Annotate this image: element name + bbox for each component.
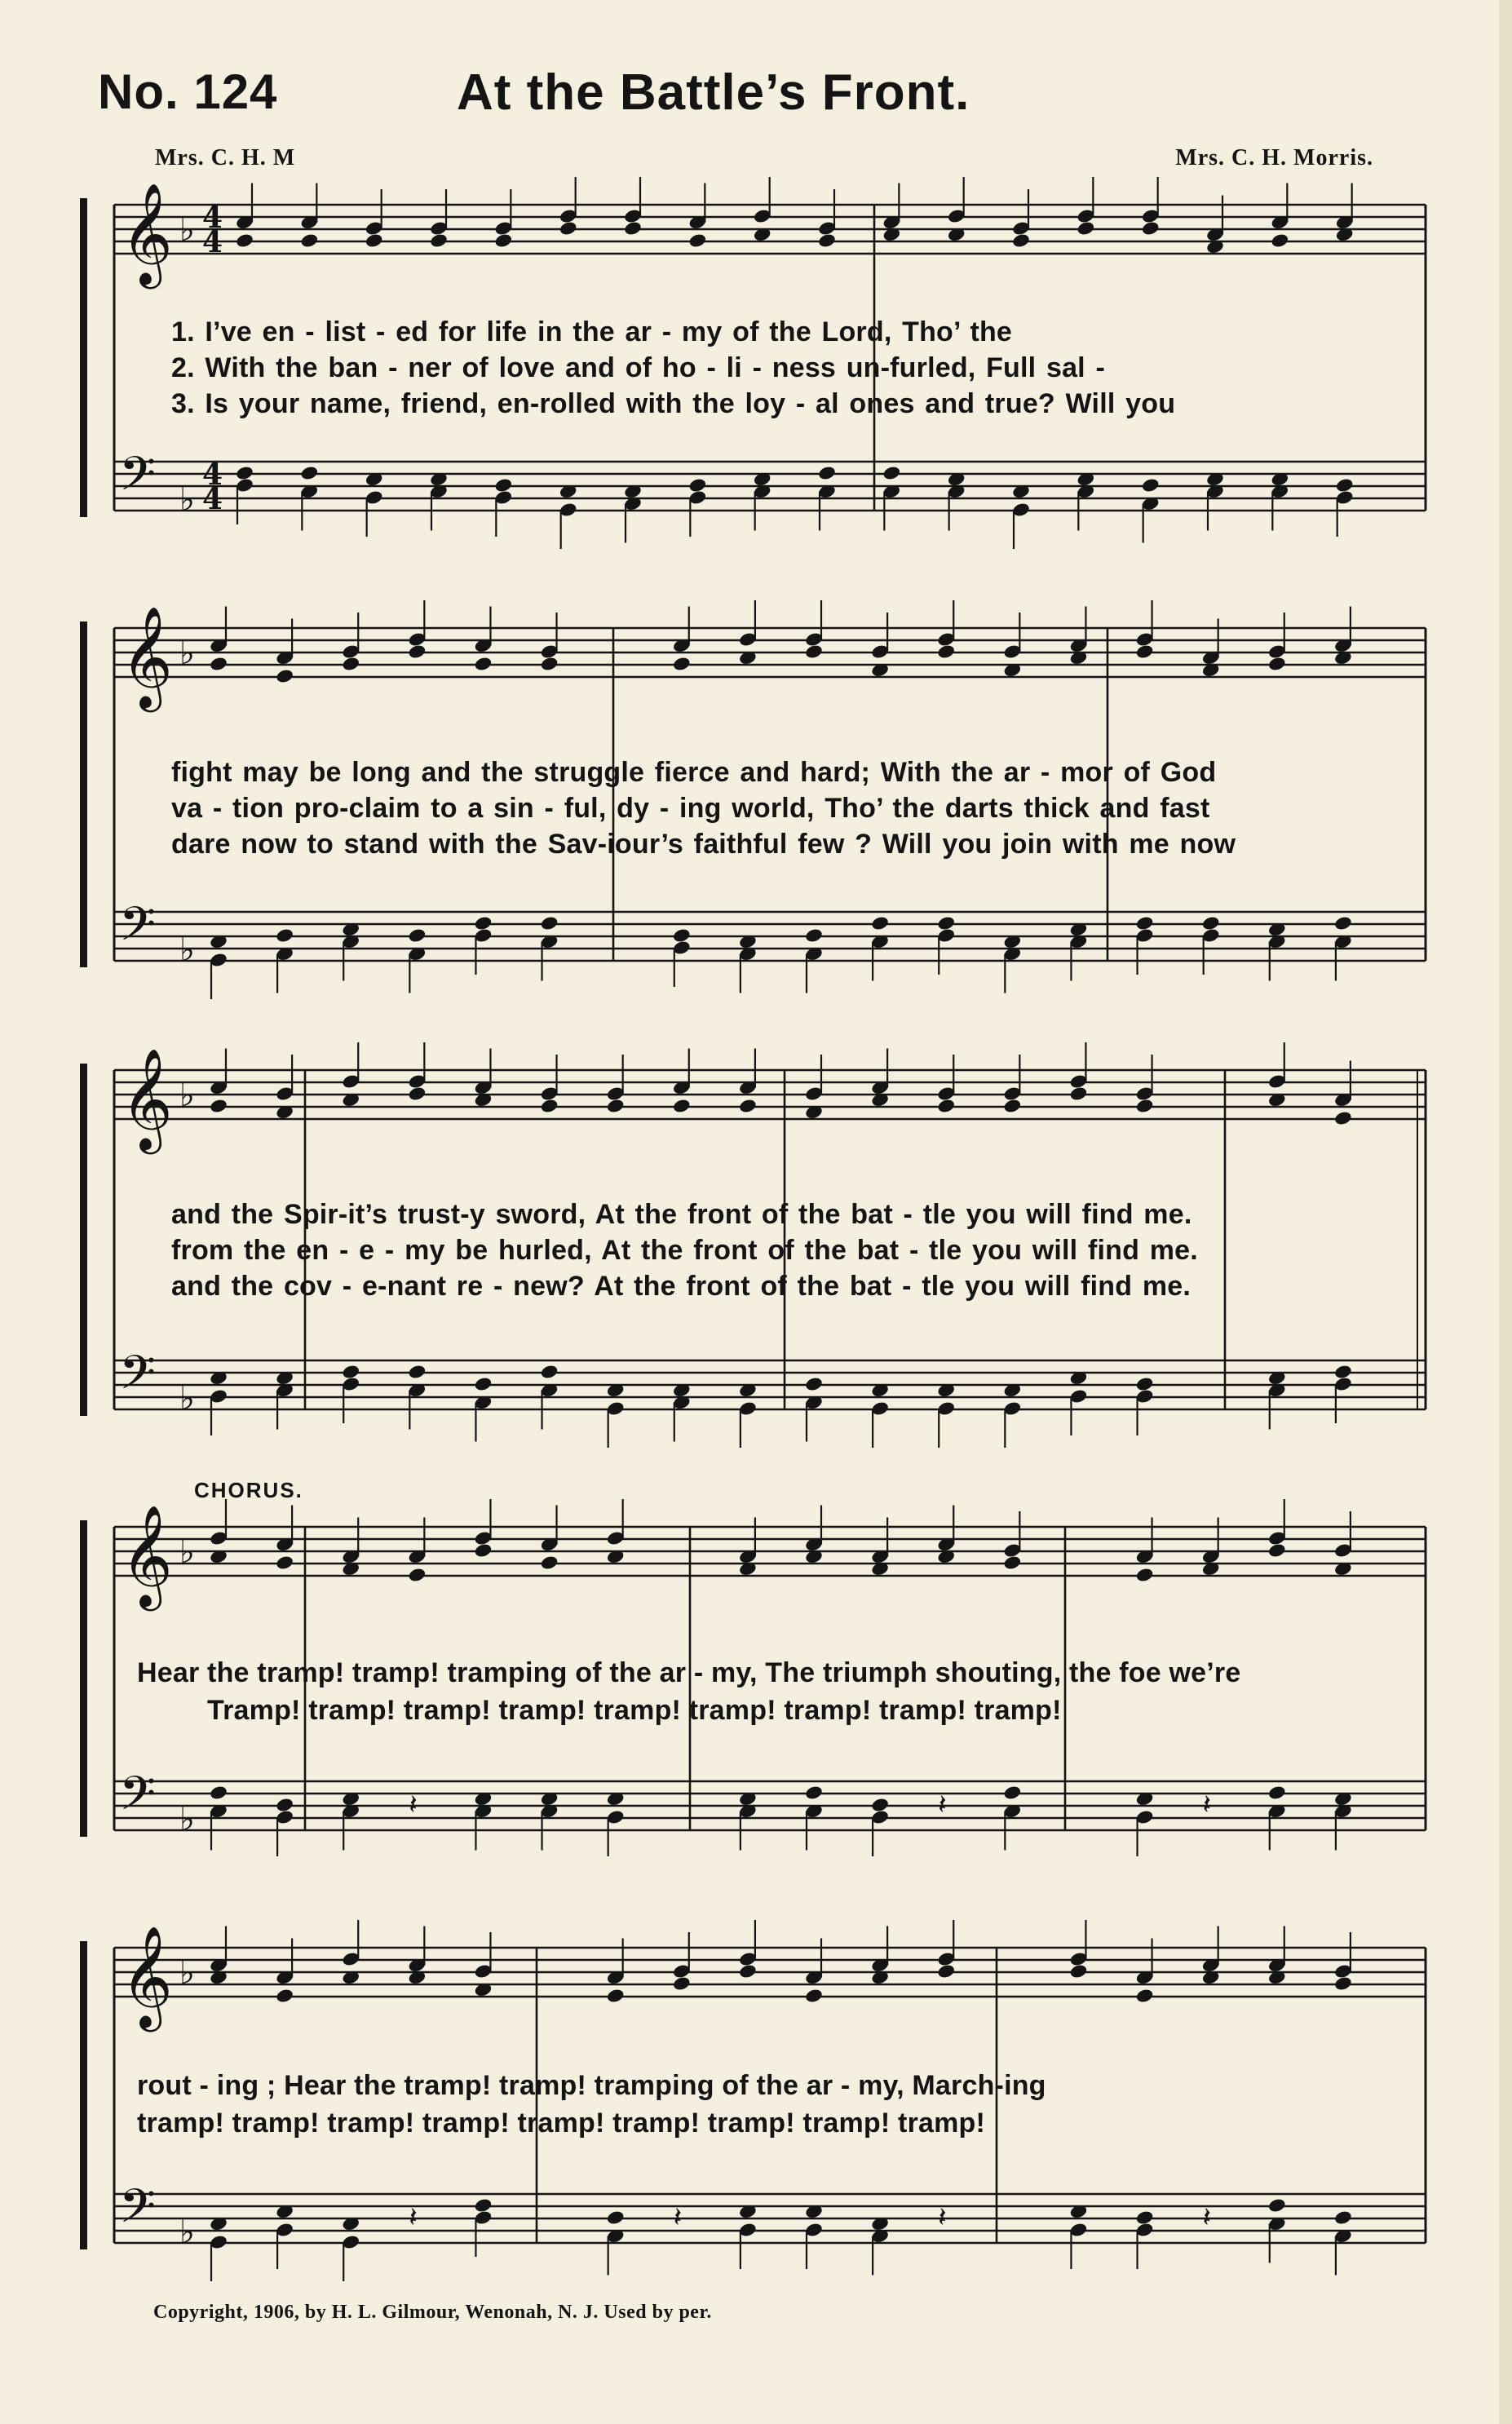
lyric-line-chorus-echo: Tramp! tramp! tramp! tramp! tramp! tramp! tramp! tramp! tramp! <box>207 1695 1062 1726</box>
lyric-line-verse-1: 1. I’ve en - list - ed for life in the ar - my of the Lord, Tho’ the <box>171 316 1013 347</box>
lyric-line-chorus-melody: rout - ing ; Hear the tramp! tramp! tramping of the ar - my, March-ing <box>137 2070 1046 2101</box>
lyric-line-verse-1: fight may be long and the struggle fierce and hard; With the ar - mor of God <box>171 757 1217 788</box>
lyric-line-chorus-echo: tramp! tramp! tramp! tramp! tramp! tramp! tramp! tramp! tramp! <box>137 2108 986 2139</box>
quarter-rest-icon: 𝄽 <box>938 2201 947 2234</box>
quarter-rest-icon: 𝄽 <box>409 1789 418 1821</box>
notehead <box>606 1988 626 2004</box>
music-credit: Mrs. C. H. Morris. <box>1175 145 1373 170</box>
key-flat-icon: ♭ <box>179 1801 195 1838</box>
notehead <box>1267 2197 1287 2214</box>
notehead <box>1333 1975 1353 1992</box>
hymn-number: No. 124 <box>98 64 278 119</box>
lyric-line-verse-1: and the Spir-it’s trust-y sword, At the front of the bat - tle you will find me. <box>171 1199 1192 1230</box>
time-signature-icon: 4 <box>202 201 223 235</box>
treble-clef-icon: 𝄞 <box>121 1505 173 1607</box>
bass-clef-icon: 𝄢 <box>119 446 157 513</box>
time-signature-icon: 4 <box>202 225 223 259</box>
notehead <box>474 2197 493 2214</box>
lyric-line-verse-2: 2. With the ban - ner of love and of ho - li - ness un-furled, Full sal - <box>171 352 1105 383</box>
key-flat-icon: ♭ <box>179 1954 195 1992</box>
treble-clef-icon: 𝄞 <box>121 1048 173 1150</box>
key-flat-icon: ♭ <box>179 931 195 969</box>
notehead <box>1333 2209 1353 2226</box>
copyright-notice: Copyright, 1906, by H. L. Gilmour, Wenonah, N. J. Used by per. <box>153 2302 712 2323</box>
lyric-line-verse-3: and the cov - e-nant re - new? At the front of the bat - tle you will find me. <box>171 1271 1191 1302</box>
notehead <box>606 2209 626 2226</box>
treble-clef-icon: 𝄞 <box>121 606 173 708</box>
key-flat-icon: ♭ <box>179 481 195 519</box>
bass-clef-icon: 𝄢 <box>119 1345 157 1412</box>
lyric-line-verse-2: from the en - e - my be hurled, At the front of the bat - tle you will find me. <box>171 1235 1198 1266</box>
chorus-label: CHORUS. <box>194 1478 303 1502</box>
lyric-line-verse-2: va - tion pro-claim to a sin - ful, dy - ing world, Tho’ the darts thick and fast <box>171 793 1210 824</box>
system-bracket <box>80 1941 87 2249</box>
key-flat-icon: ♭ <box>179 635 195 672</box>
notehead <box>672 1975 692 1992</box>
treble-staff <box>114 1920 1426 2032</box>
bass-clef-icon: 𝄢 <box>119 2179 157 2245</box>
key-flat-icon: ♭ <box>179 1533 195 1571</box>
key-flat-icon: ♭ <box>179 211 195 249</box>
quarter-rest-icon: 𝄽 <box>938 1789 947 1821</box>
notehead <box>1135 2209 1155 2226</box>
notehead <box>1069 1963 1089 1979</box>
key-flat-icon: ♭ <box>179 1077 195 1114</box>
notehead <box>738 1963 758 1979</box>
bass-clef-icon: 𝄢 <box>119 896 157 963</box>
lyric-line-verse-3: dare now to stand with the Sav-iour’s faithful few ? Will you join with me now <box>171 829 1236 860</box>
hymn-title: At the Battle’s Front. <box>457 64 970 121</box>
quarter-rest-icon: 𝄽 <box>409 2201 418 2234</box>
treble-clef-icon: 𝄞 <box>121 1926 173 2028</box>
key-flat-icon: ♭ <box>179 2214 195 2251</box>
bass-staff <box>114 2179 1426 2281</box>
lyric-line-verse-3: 3. Is your name, friend, en-rolled with the loy - al ones and true? Will you <box>171 388 1176 419</box>
quarter-rest-icon: 𝄽 <box>1202 1789 1212 1821</box>
time-signature-icon: 4 <box>202 458 223 492</box>
notehead <box>275 1988 294 2004</box>
time-signature-icon: 4 <box>202 482 223 516</box>
bass-clef-icon: 𝄢 <box>119 1766 157 1833</box>
notehead <box>936 1963 956 1979</box>
notehead <box>1135 1988 1155 2004</box>
words-credit: Mrs. C. H. M <box>155 145 296 170</box>
treble-clef-icon: 𝄞 <box>121 183 173 285</box>
quarter-rest-icon: 𝄽 <box>673 2201 683 2234</box>
lyric-line-chorus-melody: Hear the tramp! tramp! tramping of the ar - my, The triumph shouting, the foe we’re <box>137 1657 1241 1688</box>
notehead <box>804 1988 824 2004</box>
quarter-rest-icon: 𝄽 <box>1202 2201 1212 2234</box>
key-flat-icon: ♭ <box>179 1380 195 1418</box>
